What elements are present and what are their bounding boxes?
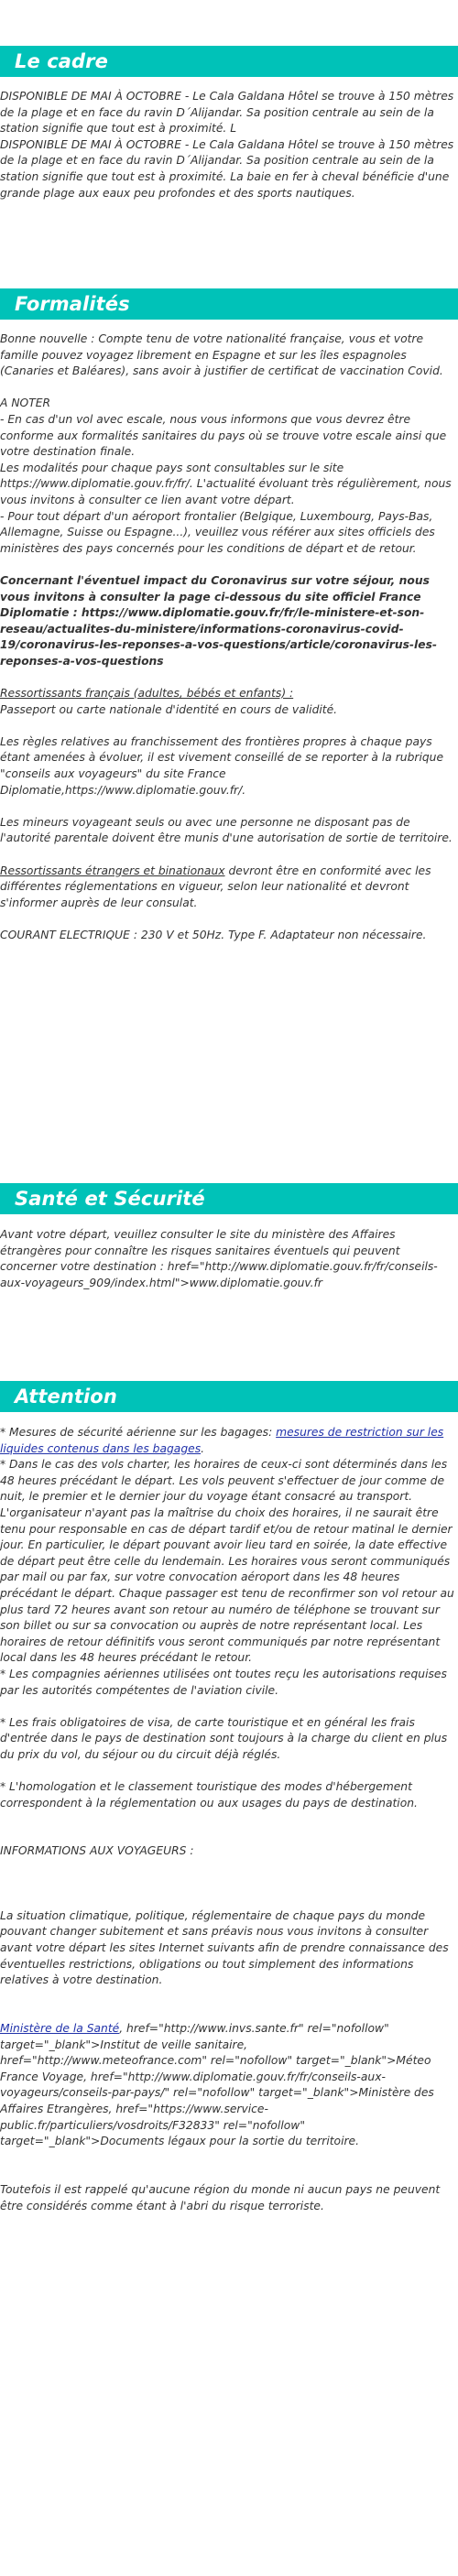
section-header-formalites bbox=[0, 288, 458, 320]
airlines-authorizations: * Les compagnies aériennes utilisées ont toutes reçu les autorisations requises par les autorités compétentes de l'aviation civile. bbox=[0, 1667, 447, 1697]
section-header-sante bbox=[0, 1183, 458, 1214]
mandatory-fees: * Les frais obligatoires de visa, de carte touristique et en général les frais d'entrée dans le pays de destination sont toujours à la charge du client en plus du prix du vol, du séjour ou du circuit déjà réglés. bbox=[0, 1715, 448, 1761]
foreign-nationals-text: devront être en conformité avec les différentes réglementations en vigueur, selon leur nationalité et devront s'informer auprès de leur consulat. bbox=[0, 864, 431, 909]
sante-text: Avant votre départ, veuillez consulter le site du ministère des Affaires étrangères pour connaître les risques sanitaires éventuels qui peuvent concerner votre destination : href="http://www.diplomatie.gouv.fr/fr/conseils-aux-voyageurs_909/index.html">www.diplomatie.gouv.fr bbox=[0, 1228, 438, 1289]
luggage-suffix: . bbox=[201, 1441, 205, 1455]
luggage-prefix: * Mesures de sécurité aérienne sur les bagages: bbox=[0, 1426, 277, 1439]
sante-content bbox=[0, 1227, 454, 1291]
section-title-sante: Santé et Sécurité bbox=[15, 1188, 205, 1210]
section-title-attention: Attention bbox=[15, 1386, 117, 1408]
note-modalities: Les modalités pour chaque pays sont consultables sur le site https://www.diplomatie.gouv.fr/fr/. L'actualité évoluant très régulièrement, nous vous invitons à consulter ce lien avant votre départ. bbox=[0, 461, 452, 506]
formalites-content bbox=[0, 332, 454, 944]
luggage-measures bbox=[0, 1425, 454, 1457]
french-nationals-text: Passeport ou carte nationale d'identité en cours de validité. bbox=[0, 702, 338, 716]
minors-rule: Les mineurs voyageant seuls ou avec une personne ne disposant pas de l'autorité parentale doivent être munis d'une autorisation de sortie de territoire. bbox=[0, 815, 453, 845]
covid-notice: Concernant l'éventuel impact du Coronavirus sur votre séjour, nous vous invitons à consulter la page ci-dessous du site officiel France Diplomatie : https://www.diplomatie.gouv.fr/fr/le-ministere-et-son-reseau/actualites-du-ministere/informations-coronavirus-covid-19/coronavirus-les-reponses-a-vos-questions/article/coronavirus-les-reponses-a-vos-questions bbox=[0, 573, 438, 668]
terrorism-notice: Toutefois il est rappelé qu'aucune région du monde ni aucun pays ne peuvent être considérés comme étant à l'abri du risque terroriste. bbox=[0, 2182, 441, 2212]
info-travelers-title: INFORMATIONS AUX VOYAGEURS : bbox=[0, 1844, 194, 1858]
section-header-attention bbox=[0, 1381, 458, 1412]
formalites-intro: Bonne nouvelle : Compte tenu de votre nationalité française, vous et votre famille pouvez voyagez librement en Espagne et sur les îles espagnoles (Canaries et Baléares), sans avoir à justifier de certificat de vaccination Covid. bbox=[0, 332, 443, 378]
ministere-sante-link[interactable]: Ministère de la Santé bbox=[0, 2021, 120, 2035]
electric-info: COURANT ELECTRIQUE : 230 V et 50Hz. Type F. Adaptateur non nécessaire. bbox=[0, 928, 427, 941]
note-title: A NOTER bbox=[0, 397, 51, 410]
foreign-nationals-heading: Ressortissants étrangers et binationaux bbox=[0, 864, 225, 877]
note-border-airport: - Pour tout départ d'un aéroport frontalier (Belgique, Luxembourg, Pays-Bas, Allemagne, Suisse ou Espagne...), veuillez vous référer aux sites officiels des ministères des pays concernés pour les conditions de départ et de retour. bbox=[0, 509, 435, 555]
section-title-cadre: Le cadre bbox=[15, 50, 108, 72]
border-rules: Les règles relatives au franchissement des frontières propres à chaque pays étant amenées à évoluer, il est vivement conseillé de se reporter à la rubrique "conseils aux voyageurs" du site France Diplomatie,https://www.diplomatie.gouv.fr/. bbox=[0, 734, 444, 797]
cadre-paragraph-2: DISPONIBLE DE MAI À OCTOBRE - Le Cala Galdana Hôtel se trouve à 150 mètres de la plage et en face du ravin D´Alijandar. Sa position centrale au sein de la station signifie que tout est à proximité. La baie en fer à cheval bénéficie d'une grande plage aux eaux peu profondes et des sports nautiques. bbox=[0, 137, 454, 200]
french-nationals-heading: Ressortissants français (adultes, bébés et enfants) : bbox=[0, 687, 294, 701]
useful-links bbox=[0, 2021, 454, 2150]
cadre-paragraph-1: DISPONIBLE DE MAI À OCTOBRE - Le Cala Galdana Hôtel se trouve à 150 mètres de la plage et en face du ravin D´Alijandar. Sa position centrale au sein de la station signifie que tout est à proximité. L bbox=[0, 90, 454, 136]
section-title-formalites: Formalités bbox=[15, 293, 130, 315]
situation-text: La situation climatique, politique, réglementaire de chaque pays du monde pouvant changer subitement et sans préavis nous vous invitons à consulter avant votre départ les sites Internet suivants afin de prendre connaissance des éventuelles restrictions, obligations ou tout simplement des informations relatives à votre destination. bbox=[0, 1908, 449, 1987]
cadre-content bbox=[0, 89, 454, 201]
flight-schedules: * Dans le cas des vols charter, les horaires de ceux-ci sont déterminés dans les 48 heures précédant le départ. Les vols peuvent s'effectuer de jour comme de nuit, le premier et le dernier jour du voyage étant consacré au transport. L'organisateur n'ayant pas la maîtrise du choix des horaires, il ne saurait être tenu pour responsable en cas de départ tardif et/ou de retour matinal le dernier jour. En particulier, le départ pouvant avoir lieu tard en soirée, la date effective de départ peut être celle du lendemain. Les horaires vous seront communiqués par mail ou par fax, sur votre convocation aéroport dans les 48 heures précédant le départ. Chaque passager est tenu de reconfirmer son vol retour au plus tard 72 heures avant son retour au numéro de téléphone se trouvant sur son billet ou sur sa convocation ou auprès de notre représentant local. Les horaires de retour définitifs vous seront communiqués par notre représentant local dans les 48 heures précédant le retour. bbox=[0, 1458, 454, 1665]
useful-links-text: , href="http://www.invs.sante.fr" rel="nofollow" target="_blank">Institut de veille sanitaire, href="http://www.meteofrance.com" rel="nofollow" target="_blank">Méteo France Voyage, href="http://www.diplomatie.gouv.fr/fr/conseils-aux-voyageurs/conseils-par-pays/" rel="nofollow" target="_blank">Ministère des Affaires Etrangères, href="https://www.service-public.fr/particuliers/vosdroits/F32833" rel="nofollow" target="_blank">Documents légaux pour la sortie du territoire. bbox=[0, 2021, 434, 2148]
note-stopover: - En cas d'un vol avec escale, nous vous informons que vous devrez être conforme aux formalités sanitaires du pays où se trouve votre escale ainsi que votre destination finale. bbox=[0, 412, 447, 459]
homologation: * L'homologation et le classement touristique des modes d'hébergement correspondent à la réglementation ou aux usages du pays de destination. bbox=[0, 1780, 418, 1810]
liquids-restriction-link[interactable]: mesures de restriction sur les liquides contenus dans les bagages bbox=[0, 1426, 444, 1455]
foreign-nationals bbox=[0, 864, 454, 912]
attention-content bbox=[0, 1425, 454, 2214]
section-header-cadre bbox=[0, 46, 458, 77]
